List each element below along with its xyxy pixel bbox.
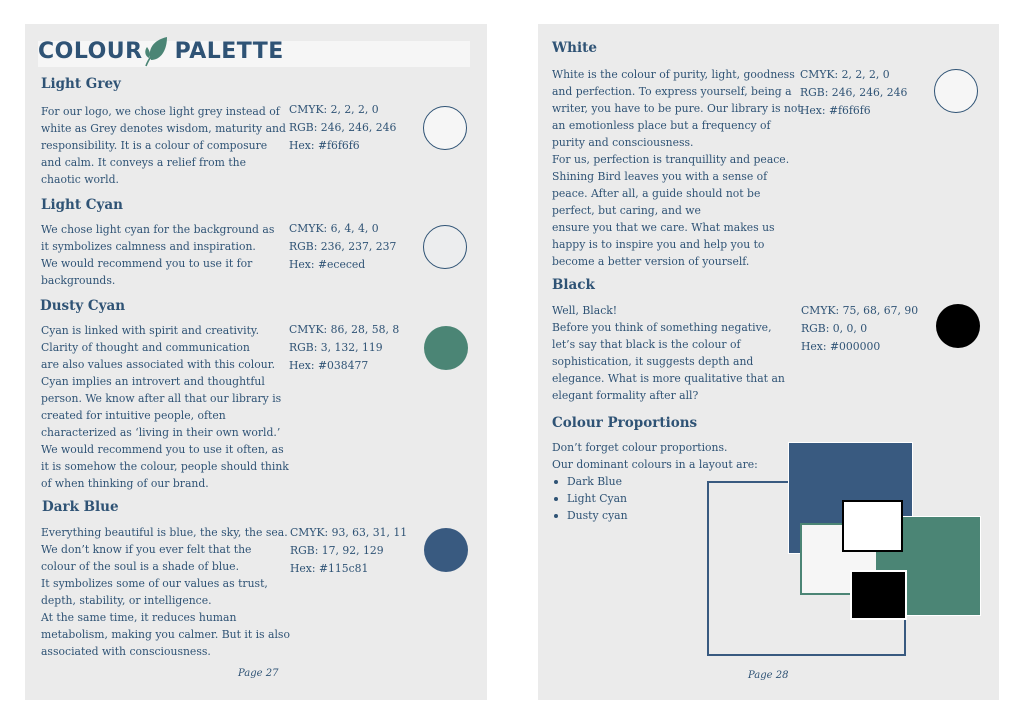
swatch-light-cyan xyxy=(423,225,467,269)
color-codes-light-cyan: CMYK: 6, 4, 4, 0 RGB: 236, 237, 237 Hex: #ececed xyxy=(289,222,397,271)
section-body-light-grey: For our logo, we chose light grey instead of white as Grey denotes wisdom, maturity and responsibility. It is a colour of composure and calm. It conveys a relief from the chaotic world. xyxy=(41,105,286,186)
color-codes-dusty-cyan: CMYK: 86, 28, 58, 8 RGB: 3, 132, 119 Hex: #038477 xyxy=(289,323,400,372)
swatch-black xyxy=(936,304,980,348)
section-heading-light-grey: Light Grey xyxy=(41,76,121,92)
proportions-intro: Don’t forget colour proportions. Our dominant colours in a layout are: xyxy=(552,441,758,471)
swatch-light-grey xyxy=(423,106,467,150)
section-heading-dusty-cyan: Dusty Cyan xyxy=(40,298,126,314)
section-heading-black: Black xyxy=(552,277,595,293)
title-part-1: COLOUR xyxy=(38,39,143,64)
color-codes-dark-blue: CMYK: 93, 63, 31, 11 RGB: 17, 92, 129 Hex: #115c81 xyxy=(290,526,408,575)
section-heading-dark-blue: Dark Blue xyxy=(42,499,119,515)
section-body-black: Well, Black! Before you think of something negative, let’s say that black is the colour of sophistication, it suggests depth and elegance. What is more qualitative that an elegant formality after all? xyxy=(552,304,785,402)
color-codes-white: CMYK: 2, 2, 2, 0 RGB: 246, 246, 246 Hex: #f6f6f6 xyxy=(800,68,908,117)
section-body-white: White is the colour of purity, light, goodness and perfection. To express yourself, being a writer, you have to be pure. Our library is not an emotionless place but a frequency of purity and consciousness. For us, perfection is tranquillity and peace. Shining Bird leaves you with a sense of peace. After all, a guide should not be perfect, but caring, and we ensure you that we care. What makes us happy is to inspire you and help you to become a better version of yourself. xyxy=(552,68,802,268)
color-codes-light-grey: CMYK: 2, 2, 2, 0 RGB: 246, 246, 246 Hex: #f6f6f6 xyxy=(289,103,397,152)
list-item: Dark Blue xyxy=(552,473,628,490)
page-number: Page 27 xyxy=(238,668,279,679)
title-part-2: PALETTE xyxy=(174,39,284,64)
proportion-white-block xyxy=(842,500,903,552)
section-heading-proportions: Colour Proportions xyxy=(552,415,698,431)
list-item: Light Cyan xyxy=(552,490,628,507)
page-number: Page 28 xyxy=(748,670,789,681)
leaf-logo-icon xyxy=(143,36,169,68)
section-body-dusty-cyan: Cyan is linked with spirit and creativity. Clarity of thought and communication are also values associated with this colour. Cyan implies an introvert and thoughtful person. We know after all that our library is created for intuitive people, often characterized as ‘living in their own world.’ We would recommend you to use it often, as it is somehow the colour, people should think of when thinking of our brand. xyxy=(41,324,289,490)
section-body-dark-blue: Everything beautiful is blue, the sky, the sea. We don’t know if you ever felt that the colour of the soul is a shade of blue. It symbolizes some of our values as trust, depth, stability, or intelligence. At the same time, it reduces human metabolism, making you calmer. But it is also associated with consciousness. xyxy=(41,526,290,658)
proportions-list xyxy=(552,473,628,524)
color-codes-black: CMYK: 75, 68, 67, 90 RGB: 0, 0, 0 Hex: #000000 xyxy=(801,304,919,353)
section-body-light-cyan: We chose light cyan for the background as it symbolizes calmness and inspiration. We would recommend you to use it for backgrounds. xyxy=(41,223,275,287)
proportion-black-block xyxy=(850,570,907,620)
left-page xyxy=(25,24,487,700)
section-heading-light-cyan: Light Cyan xyxy=(41,197,123,213)
right-page xyxy=(538,24,999,700)
section-heading-white: White xyxy=(552,40,597,56)
swatch-dark-blue xyxy=(424,528,468,572)
swatch-white xyxy=(934,69,978,113)
swatch-dusty-cyan xyxy=(424,326,468,370)
list-item: Dusty cyan xyxy=(552,507,628,524)
